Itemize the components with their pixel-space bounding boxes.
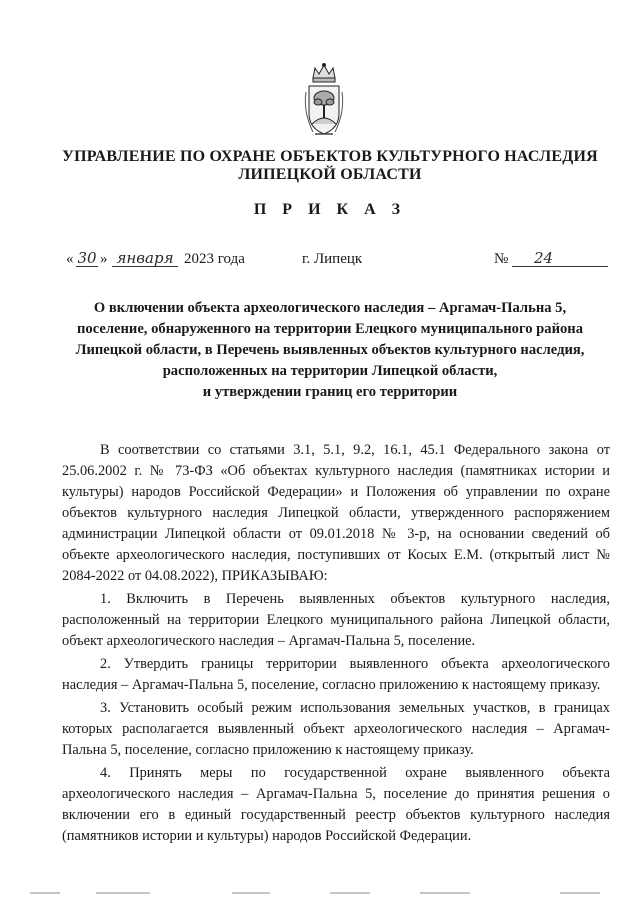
coat-of-arms-icon xyxy=(301,62,347,140)
title-line-1: О включении объекта археологического наследия – Аргамач-Пальна 5, xyxy=(93,300,567,316)
preamble-paragraph: В соответствии со статьями 3.1, 5.1, 9.2, 16.1, 45.1 Федерального закона от 25.06.2002 г. № 73-ФЗ «Об объектах культурного наследия (памятниках истории и культуры) народов Российской Федерации» и Положения об управлении по охране объектов культурного наследия Липецкой области, утвержденного распоряжением администрации Липецкой области от 09.01.2018 № 3-р, на основании сведений об объекте археологического наследия, поступивших от Косых Е.М. (открытый лист № 2084-2022 от 04.08.2022), ПРИКАЗЫВАЮ: xyxy=(62,442,610,584)
date-year: 2023 года xyxy=(184,251,245,267)
date-day: 30 xyxy=(77,249,97,267)
order-number: 24 xyxy=(512,250,608,267)
date-open-quote: « xyxy=(66,251,74,267)
title-line-3: Липецкой области, в Перечень выявленных объектов культурного наследия, xyxy=(75,342,585,358)
city: г. Липецк xyxy=(302,251,363,267)
date-month: января xyxy=(112,250,178,267)
document-type-heading: П Р И К А З xyxy=(253,201,407,218)
order-title xyxy=(50,298,610,403)
order-item-3: 3. Установить особый режим использования земельных участков, в границах которых располагается выявленный объект археологического наследия – Аргамач-Пальна 5, поселение, согласно приложению к настоящему приказу. xyxy=(62,700,610,758)
title-line-4: расположенных на территории Липецкой области, xyxy=(162,363,498,379)
order-body xyxy=(62,440,610,849)
date-number-line xyxy=(0,250,640,272)
order-item-1: 1. Включить в Перечень выявленных объектов культурного наследия, расположенный на территории Елецкого муниципального района Липецкой области, объект археологического наследия – Аргамач-Пальна 5, поселение. xyxy=(62,591,610,649)
scan-edge-marks xyxy=(0,885,640,899)
agency-line-1: УПРАВЛЕНИЕ ПО ОХРАНЕ ОБЪЕКТОВ КУЛЬТУРНОГО НАСЛЕДИЯ xyxy=(62,148,598,165)
title-line-5: и утверждении границ его территории xyxy=(202,384,458,400)
number-label: № xyxy=(494,251,509,267)
issuing-authority xyxy=(40,148,620,184)
title-line-2: поселение, обнаруженного на территории Елецкого муниципального района xyxy=(77,321,583,337)
order-item-2: 2. Утвердить границы территории выявленного объекта археологического наследия – Аргамач-Пальна 5, поселение, согласно приложению к настоящему приказу. xyxy=(62,656,610,693)
order-item-4: 4. Принять меры по государственной охране выявленного объекта археологического наследия – Аргамач-Пальна 5, поселение до принятия решения о включении его в единый государственный реестр объектов культурного наследия (памятников истории и культуры) народов Российской Федерации. xyxy=(62,765,610,844)
agency-line-2: ЛИПЕЦКОЙ ОБЛАСТИ xyxy=(238,166,422,183)
date-close-quote: » xyxy=(100,251,108,267)
